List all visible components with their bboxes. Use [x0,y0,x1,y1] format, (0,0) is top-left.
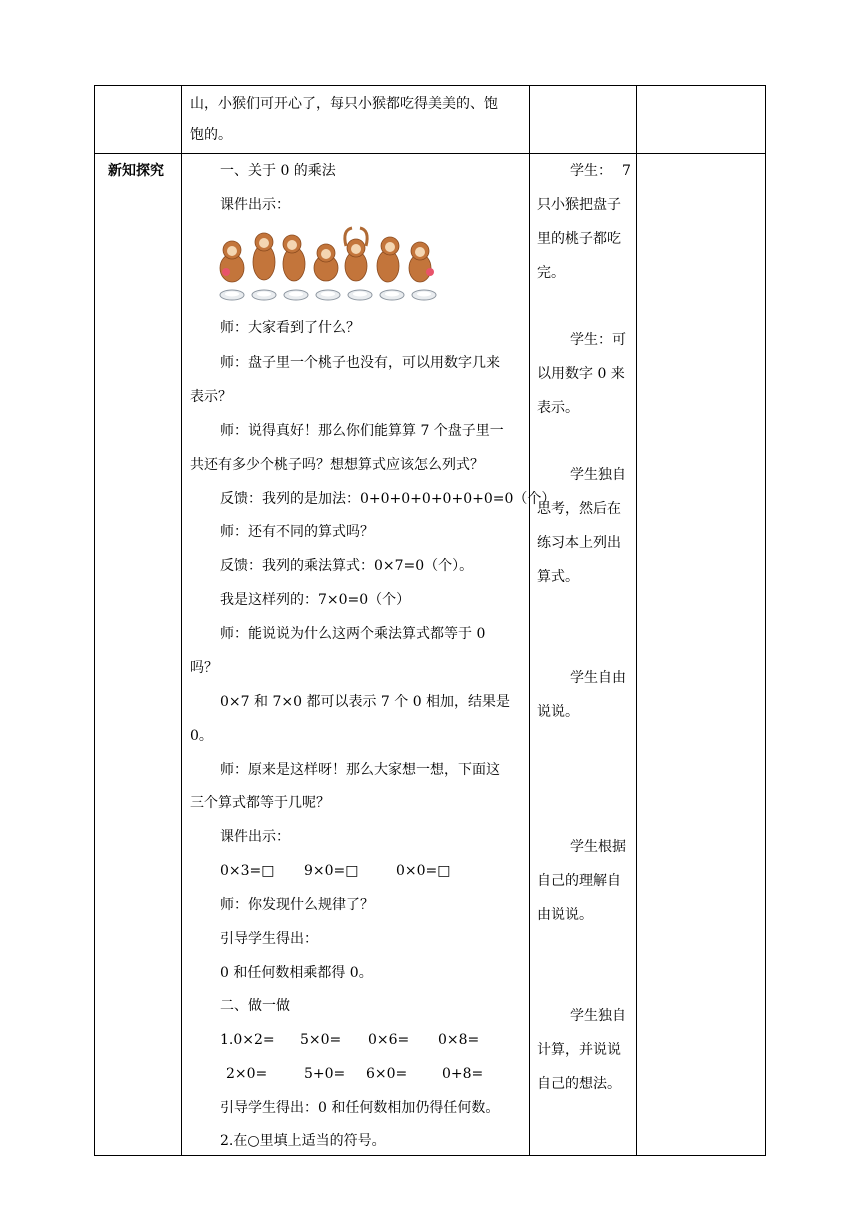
student-note-3-c: 练习本上列出 [537,535,621,551]
table-border-top [94,85,766,86]
content-line-17: 三个算式都等于几呢？ [190,795,330,811]
table-row-divider [94,153,766,154]
content-line-23: 二、做一做 [220,998,290,1014]
table-divider-2 [529,85,530,1156]
content-line-09: 师：还有不同的算式吗？ [220,524,374,540]
equation-0x3: 0×3=□ [220,863,275,879]
table-border-bottom [94,1155,766,1156]
content-line-12: 师：能说说为什么这两个乘法算式都等于 0 [220,626,486,642]
exercise-2-a: 2×0= [226,1066,268,1082]
exercise-1-c: 0×6= [368,1032,410,1048]
equation-9x0: 9×0=□ [304,863,359,879]
exercise-2-b: 5+0= [304,1066,346,1082]
student-note-1-a: 学生： [570,163,612,179]
exercise-2-c: 6×0= [366,1066,408,1082]
student-note-1-d: 里的桃子都吃 [537,231,621,247]
student-note-5-b: 自己的理解自 [537,873,621,889]
content-line-16: 师：原来是这样呀！那么大家想一想，下面这 [220,762,500,778]
student-note-1-b: 7 [622,163,631,179]
student-note-5-a: 学生根据 [570,839,626,855]
content-line-21: 引导学生得出： [220,931,318,947]
student-note-4-b: 说说。 [537,704,579,720]
top-row-line-2: 饱的。 [190,127,232,143]
content-line-26: 引导学生得出：0 和任何数相加仍得任何数。 [220,1100,500,1116]
student-note-5-c: 由说说。 [537,907,593,923]
content-line-05: 表示？ [190,389,232,405]
student-note-4-a: 学生自由 [570,670,626,686]
student-note-6-b: 计算，并说说 [537,1042,621,1058]
monkeys-and-plates-image [216,226,442,304]
content-line-15: 0。 [190,728,213,744]
table-border-left [94,85,95,1156]
content-line-02: 课件出示： [220,197,290,213]
content-line-13: 吗？ [190,660,218,676]
table-divider-3 [636,85,637,1156]
content-line-14: 0×7 和 7×0 都可以表示 7 个 0 相加，结果是 [220,694,511,710]
content-line-27: 2.在○里填上适当的符号。 [220,1133,386,1149]
content-line-20: 师：你发现什么规律了？ [220,897,374,913]
student-note-1-e: 完。 [537,265,565,281]
student-note-3-a: 学生独自 [570,467,626,483]
content-line-11: 我是这样列的：7×0=0（个） [220,592,411,608]
student-note-2-c: 表示。 [537,400,579,416]
table-border-right [765,85,766,1156]
content-line-03: 师：大家看到了什么？ [220,320,360,336]
student-note-2-b: 以用数字 0 来 [537,366,625,382]
content-line-07: 共还有多少个桃子吗？想想算式应该怎么列式？ [190,457,484,473]
student-note-6-c: 自己的想法。 [537,1076,621,1092]
content-line-22: 0 和任何数相乘都得 0。 [220,965,373,981]
exercise-1-b: 5×0= [300,1032,342,1048]
student-note-1-c: 只小猴把盘子 [537,197,621,213]
content-line-18: 课件出示： [220,829,290,845]
top-row-line-1: 山，小猴们可开心了，每只小猴都吃得美美的、饱 [190,96,498,112]
student-note-2-a: 学生：可 [570,332,626,348]
student-note-3-b: 思考，然后在 [537,501,621,517]
table-divider-1 [181,85,182,1156]
student-note-3-d: 算式。 [537,569,579,585]
student-note-6-a: 学生独自 [570,1008,626,1024]
content-line-10: 反馈：我列的乘法算式：0×7=0（个）。 [220,558,474,574]
exercise-1-d: 0×8= [438,1032,480,1048]
content-line-04: 师：盘子里一个桃子也没有，可以用数字几来 [220,355,500,371]
exercise-1-a: 1.0×2= [220,1032,275,1048]
section-label: 新知探究 [108,163,164,179]
exercise-2-d: 0+8= [442,1066,484,1082]
content-line-08: 反馈：我列的是加法：0+0+0+0+0+0+0=0（个） [220,491,556,507]
content-line-01: 一、关于 0 的乘法 [220,163,336,179]
equation-0x0: 0×0=□ [396,863,451,879]
content-line-06: 师：说得真好！那么你们能算算 7 个盘子里一 [220,423,504,439]
